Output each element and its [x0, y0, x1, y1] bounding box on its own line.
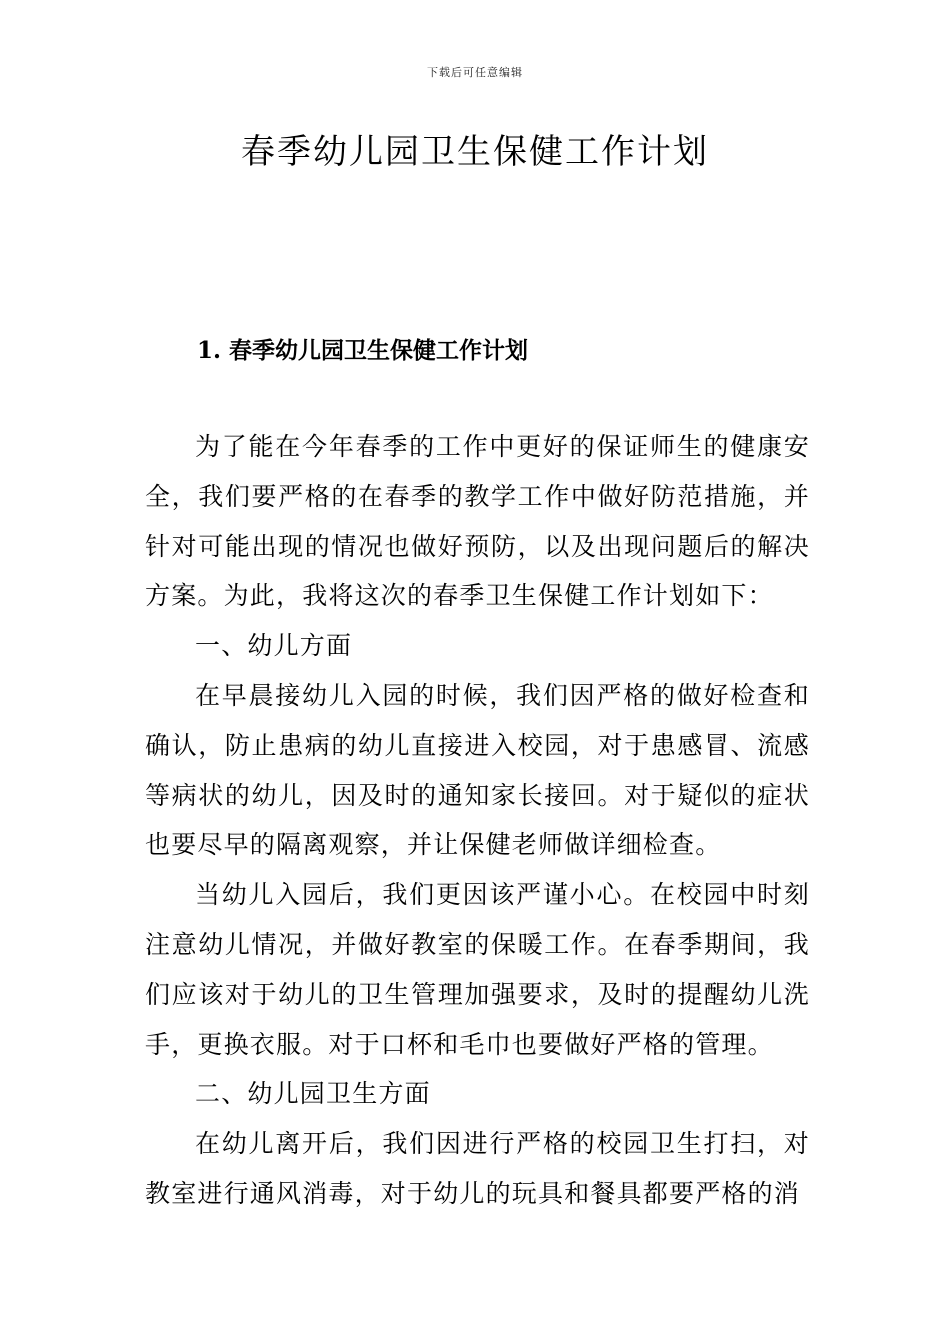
- paragraph-in-school: 当幼儿入园后，我们更因该严谨小心。在校园中时刻注意幼儿情况，并做好教室的保暖工作。在春季期间，我们应该对于幼儿的卫生管理加强要求，及时的提醒幼儿洗手，更换衣服。对于口杯和毛巾也要做好严格的管理。: [145, 880, 810, 1059]
- heading-children: 一、幼儿方面: [195, 631, 353, 661]
- paragraph-intro: 为了能在今年春季的工作中更好的保证师生的健康安全，我们要严格的在春季的教学工作中做好防范措施，并针对可能出现的情况也做好预防，以及出现问题后的解决方案。为此，我将这次的春季卫生保健工作计划如下：: [145, 432, 810, 611]
- header-note: 下载后可任意编辑: [427, 66, 523, 79]
- paragraph-morning-check: 在早晨接幼儿入园的时候，我们因严格的做好检查和确认，防止患病的幼儿直接进入校园，对于患感冒、流感等病状的幼儿，因及时的通知家长接回。对于疑似的症状也要尽早的隔离观察，并让保健老师做详细检查。: [145, 680, 810, 860]
- document-body: [145, 422, 810, 1219]
- paragraph-cleaning: 在幼儿离开后，我们因进行严格的校园卫生打扫，对教室进行通风消毒，对于幼儿的玩具和餐具都要严格的消: [145, 1129, 810, 1208]
- document-title: 春季幼儿园卫生保健工作计划: [241, 132, 709, 172]
- heading-hygiene: 二、幼儿园卫生方面: [195, 1079, 431, 1109]
- section-title: 1. 春季幼儿园卫生保健工作计划: [197, 337, 529, 364]
